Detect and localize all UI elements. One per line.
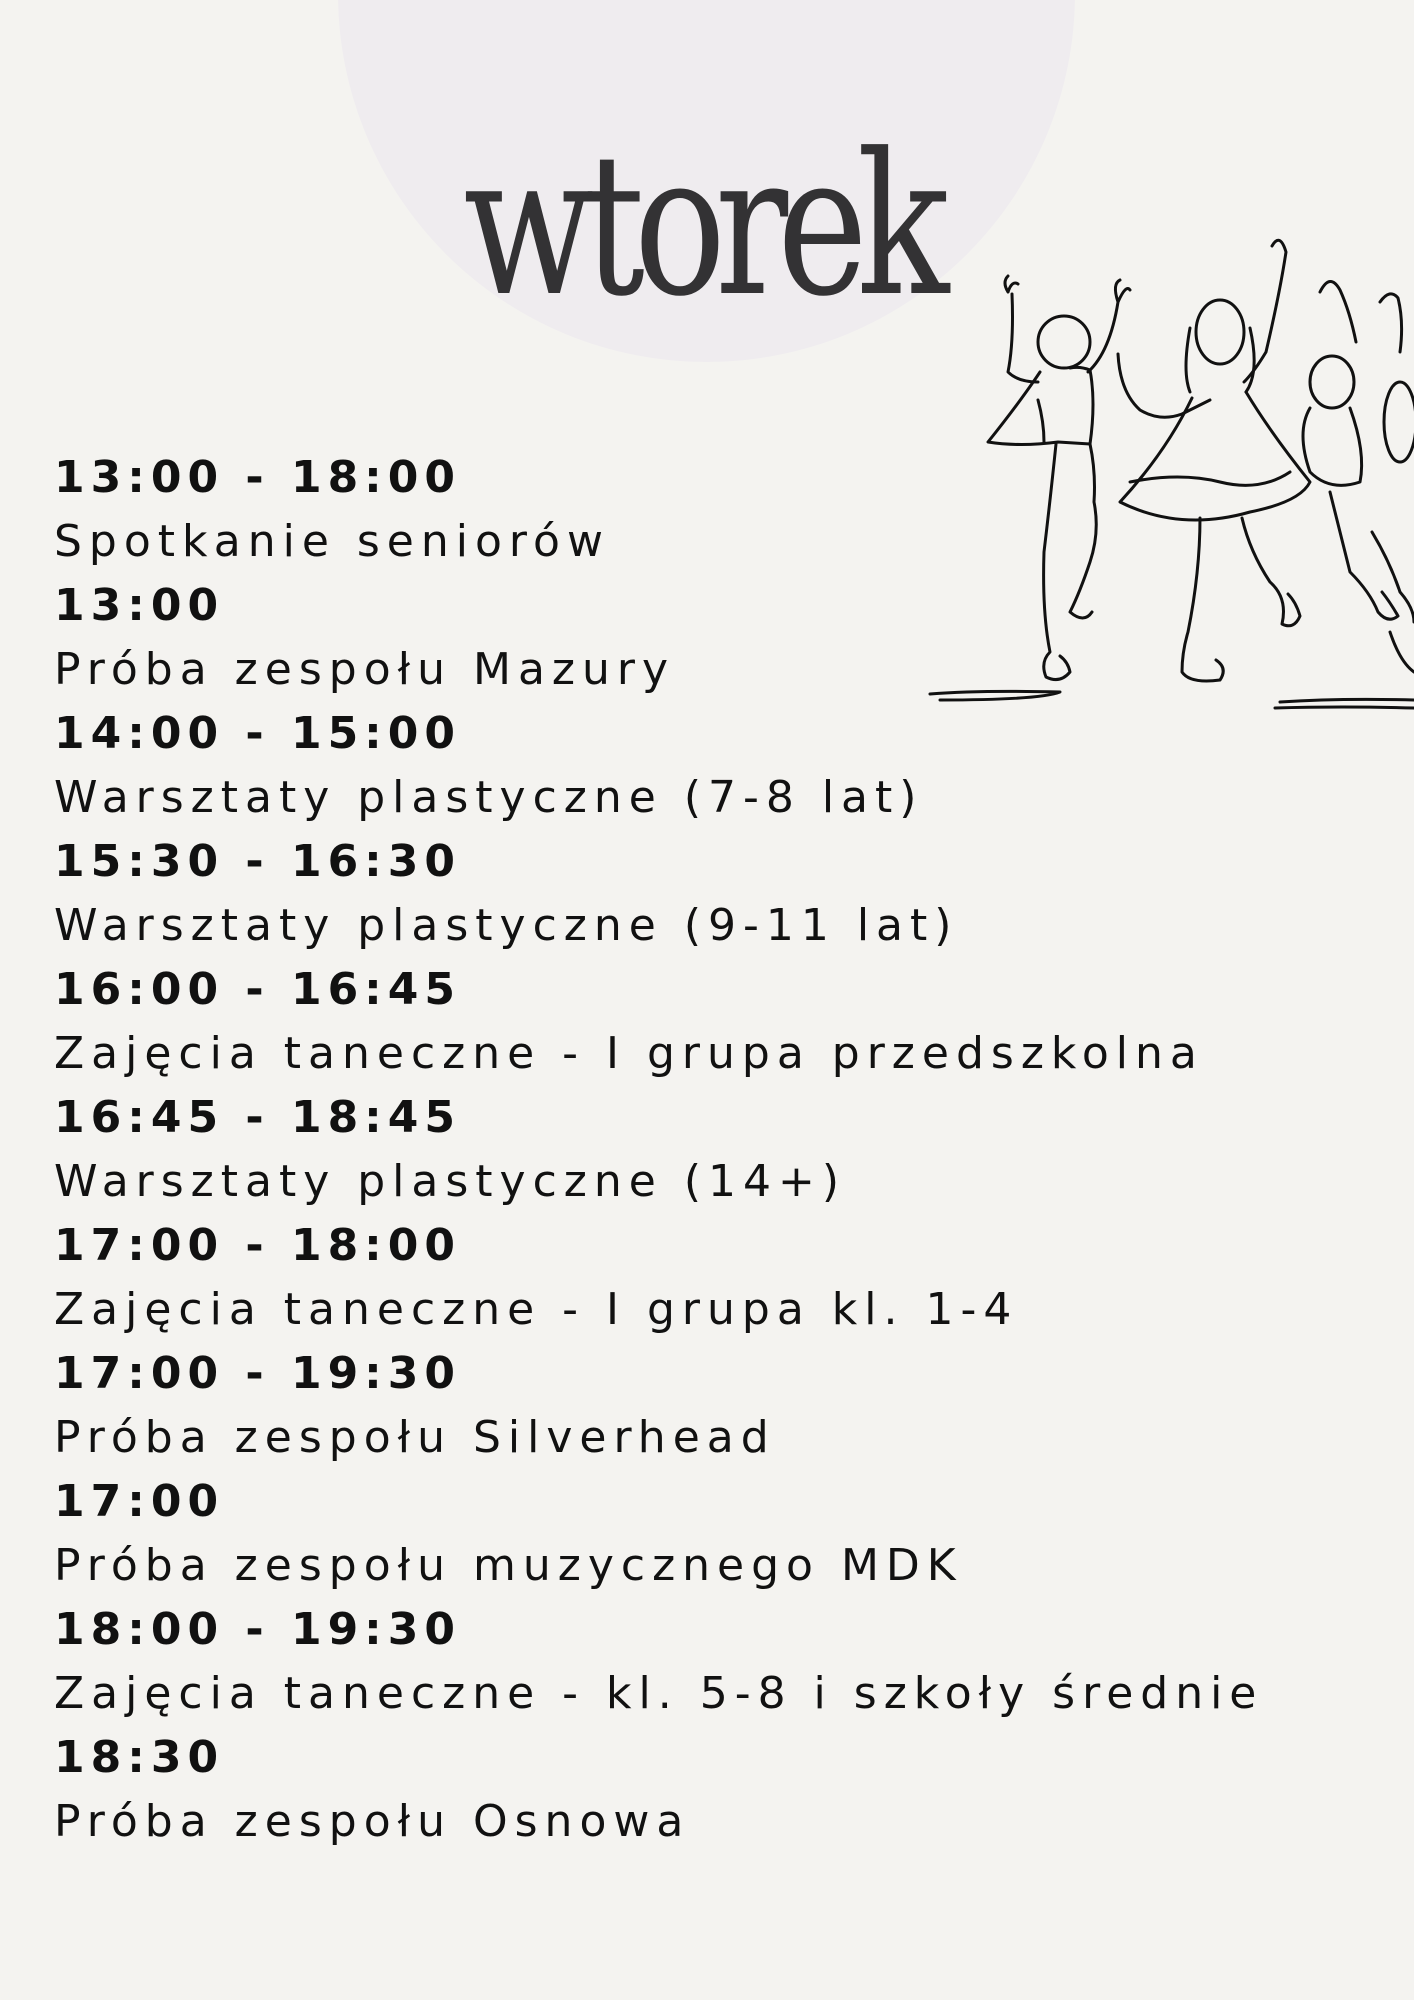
schedule-activity: Próba zespołu Silverhead bbox=[54, 1412, 776, 1463]
schedule-activity: Próba zespołu Mazury bbox=[54, 644, 676, 695]
schedule-entry bbox=[54, 1342, 1394, 1470]
schedule-time: 14:00 - 15:00 bbox=[54, 708, 462, 759]
schedule-activity: Zajęcia taneczne - I grupa przedszkolna bbox=[54, 1028, 1204, 1079]
schedule-activity: Warsztaty plastyczne (7-8 lat) bbox=[54, 772, 924, 823]
schedule-entry bbox=[54, 830, 1394, 958]
schedule-activity: Warsztaty plastyczne (9-11 lat) bbox=[54, 900, 959, 951]
schedule-activity: Spotkanie seniorów bbox=[54, 516, 610, 567]
schedule-activity: Warsztaty plastyczne (14+) bbox=[54, 1156, 847, 1207]
schedule-entry bbox=[54, 446, 1394, 574]
schedule-activity: Zajęcia taneczne - kl. 5-8 i szkoły średnie bbox=[54, 1668, 1264, 1719]
schedule-time: 16:00 - 16:45 bbox=[54, 964, 462, 1015]
schedule-entry bbox=[54, 1086, 1394, 1214]
page-title: wtorek bbox=[463, 112, 939, 340]
schedule-time: 16:45 - 18:45 bbox=[54, 1092, 462, 1143]
schedule-activity: Zajęcia taneczne - I grupa kl. 1-4 bbox=[54, 1284, 1019, 1335]
schedule-entry bbox=[54, 1214, 1394, 1342]
schedule-time: 18:30 bbox=[54, 1732, 225, 1783]
schedule-list bbox=[54, 446, 1394, 1854]
schedule-time: 17:00 - 19:30 bbox=[54, 1348, 462, 1399]
schedule-entry bbox=[54, 958, 1394, 1086]
schedule-time: 17:00 - 18:00 bbox=[54, 1220, 462, 1271]
schedule-activity: Próba zespołu Osnowa bbox=[54, 1796, 691, 1847]
schedule-time: 13:00 - 18:00 bbox=[54, 452, 462, 503]
schedule-activity: Próba zespołu muzycznego MDK bbox=[54, 1540, 963, 1591]
schedule-entry bbox=[54, 1470, 1394, 1598]
schedule-entry bbox=[54, 1726, 1394, 1854]
schedule-entry bbox=[54, 702, 1394, 830]
schedule-entry bbox=[54, 574, 1394, 702]
schedule-time: 17:00 bbox=[54, 1476, 225, 1527]
schedule-time: 18:00 - 19:30 bbox=[54, 1604, 462, 1655]
schedule-entry bbox=[54, 1598, 1394, 1726]
schedule-time: 13:00 bbox=[54, 580, 225, 631]
schedule-time: 15:30 - 16:30 bbox=[54, 836, 462, 887]
